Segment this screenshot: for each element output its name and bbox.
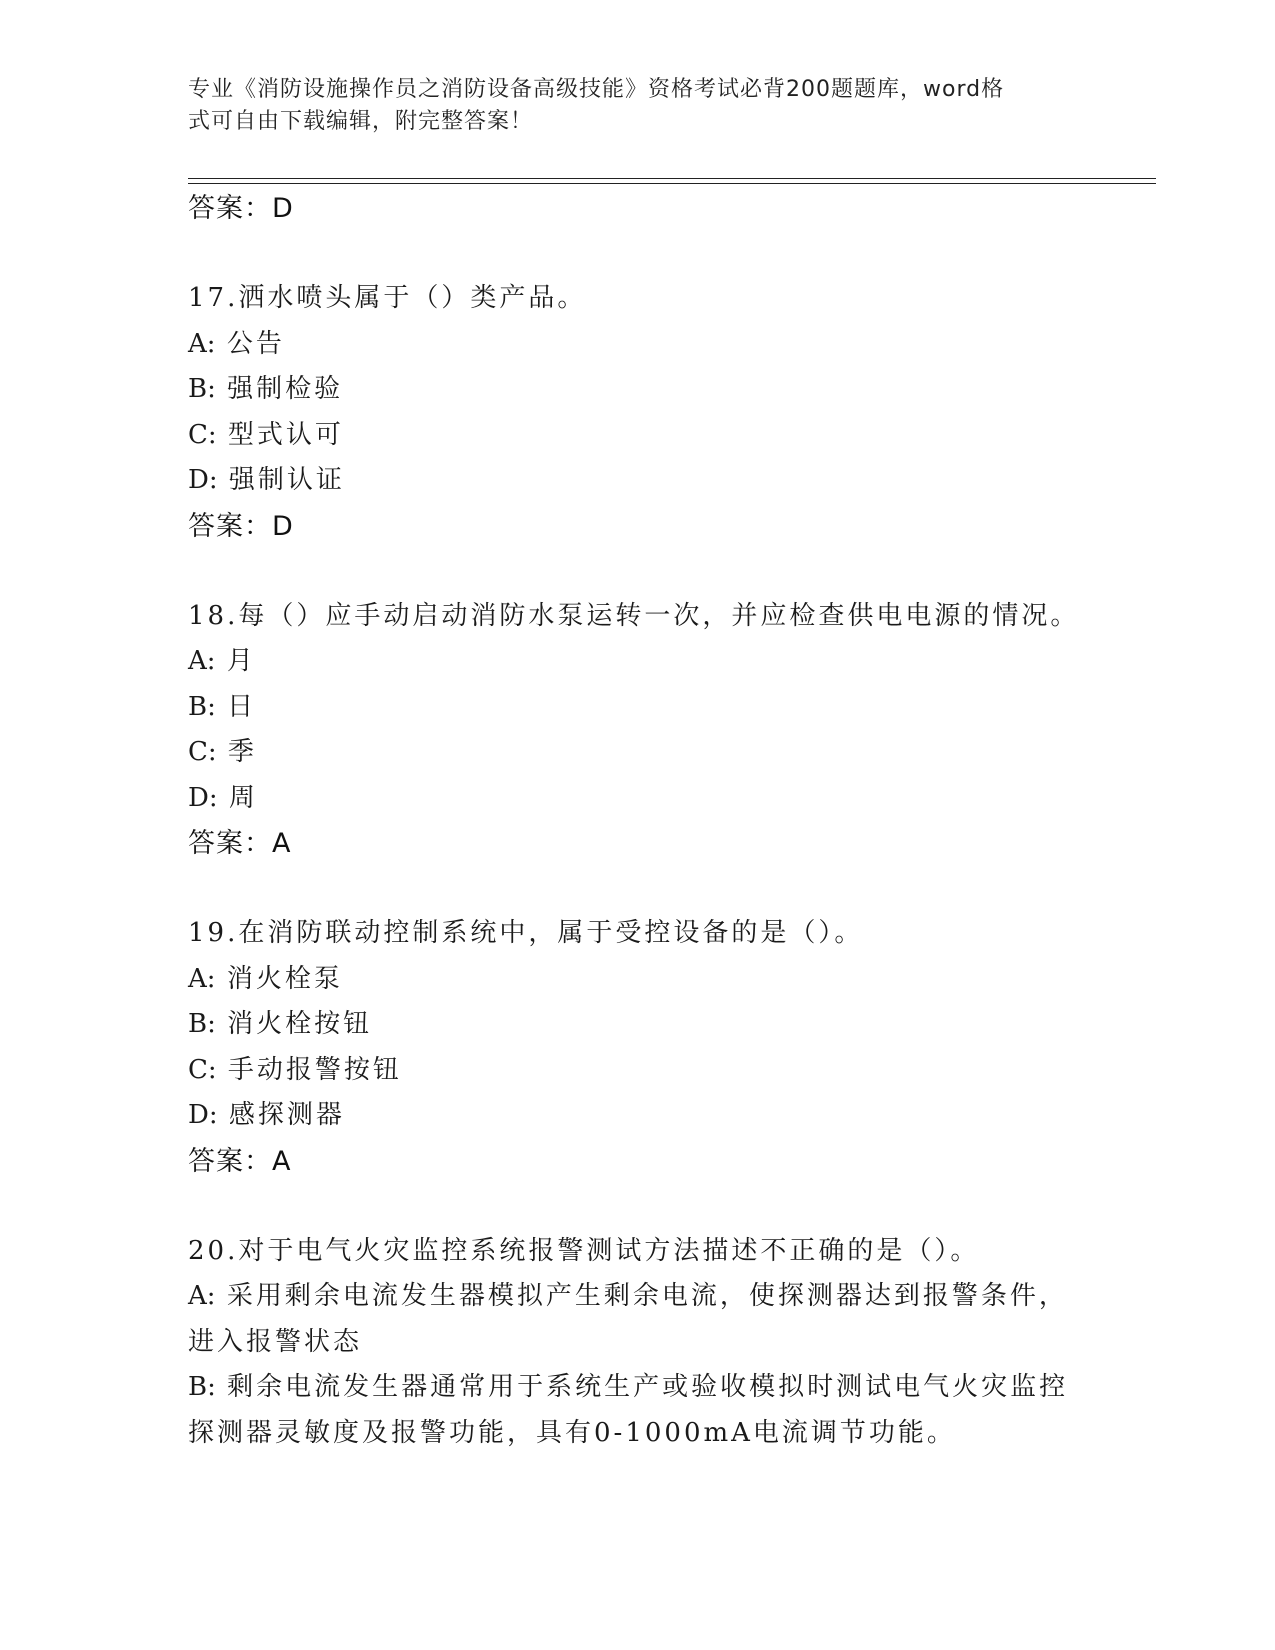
- header-line-2: 式可自由下载编辑，附完整答案！: [188, 109, 534, 134]
- option-b: [188, 1002, 1088, 1048]
- option-text: 月: [226, 646, 256, 676]
- question-stem: [188, 594, 1088, 640]
- option-d: [188, 1093, 1088, 1139]
- option-key: B:: [188, 691, 216, 722]
- question-text: 洒水喷头属于（）类产品。: [238, 283, 587, 313]
- header-line-1: 专业《消防设施操作员之消防设备高级技能》资格考试必背200题题库，word格: [188, 77, 1005, 102]
- option-text: 型式认可: [227, 419, 344, 450]
- option-key: B:: [188, 1372, 216, 1402]
- option-text: 手动报警按钮: [227, 1054, 402, 1085]
- answer-line: 答案：D: [188, 193, 294, 224]
- option-a: [188, 639, 1088, 685]
- option-text: 周: [228, 782, 258, 813]
- option-key: D:: [188, 465, 218, 495]
- option-b: [188, 685, 1088, 731]
- question-number: 19.: [188, 918, 239, 948]
- option-key: A:: [188, 646, 216, 676]
- answer-line: 答案：A: [188, 828, 292, 859]
- header-divider-top: [188, 178, 1156, 179]
- option-key: B:: [188, 1009, 216, 1039]
- question-number: 17.: [188, 283, 239, 313]
- option-key: A:: [188, 328, 216, 359]
- option-text: 日: [227, 691, 257, 722]
- option-key: D:: [188, 1100, 218, 1130]
- option-c: [188, 413, 1088, 459]
- option-b: [188, 367, 1088, 413]
- option-key: A:: [188, 963, 216, 994]
- document-content: [188, 186, 1088, 1456]
- option-key: B:: [188, 374, 216, 404]
- option-text: 消火栓泵: [226, 963, 343, 994]
- option-text: 强制认证: [228, 465, 345, 495]
- option-text: 公告: [226, 328, 285, 359]
- option-text: 感探测器: [228, 1100, 345, 1130]
- question-number: 20.: [188, 1235, 239, 1266]
- question-17: [188, 276, 1088, 550]
- question-stem: [188, 276, 1088, 322]
- option-key: C:: [188, 1054, 217, 1085]
- option-key: C:: [188, 419, 217, 450]
- option-text: 强制检验: [227, 374, 344, 404]
- option-c: [188, 1048, 1088, 1094]
- option-a: [188, 322, 1088, 368]
- option-a: [188, 957, 1088, 1003]
- option-text: 季: [227, 737, 257, 767]
- answer-line: 答案：A: [188, 1145, 292, 1177]
- option-text: 采用剩余电流发生器模拟产生剩余电流，使探测器达到报警条件，: [226, 1281, 1068, 1311]
- option-key: D:: [188, 782, 218, 813]
- header-divider-bottom: [188, 183, 1156, 184]
- option-a: [188, 1274, 1088, 1320]
- document-header: [188, 74, 1068, 138]
- option-d: [188, 458, 1088, 504]
- question-stem: [188, 911, 1088, 957]
- question-number: 18.: [188, 600, 239, 631]
- question-20: [188, 1229, 1088, 1457]
- question-text: 对于电气火灾监控系统报警测试方法描述不正确的是（）。: [238, 1235, 980, 1266]
- question-text: 在消防联动控制系统中，属于受控设备的是（）。: [238, 918, 864, 948]
- question-18: [188, 594, 1088, 868]
- option-c: [188, 730, 1088, 776]
- option-key: A:: [188, 1281, 216, 1311]
- question-stem: [188, 1229, 1088, 1275]
- option-b: [188, 1365, 1088, 1411]
- answer-line: 答案：D: [188, 510, 294, 542]
- question-19: [188, 911, 1088, 1185]
- option-d: [188, 776, 1088, 822]
- option-a-continued: 进入报警状态: [188, 1326, 363, 1357]
- question-text: 每（）应手动启动消防水泵运转一次，并应检查供电电源的情况。: [238, 600, 1080, 631]
- option-text: 消火栓按钮: [227, 1009, 373, 1039]
- option-text: 剩余电流发生器通常用于系统生产或验收模拟时测试电气火灾监控: [227, 1372, 1069, 1402]
- option-key: C:: [188, 737, 217, 767]
- option-b-continued: 探测器灵敏度及报警功能，具有0-1000mA电流调节功能。: [188, 1417, 956, 1448]
